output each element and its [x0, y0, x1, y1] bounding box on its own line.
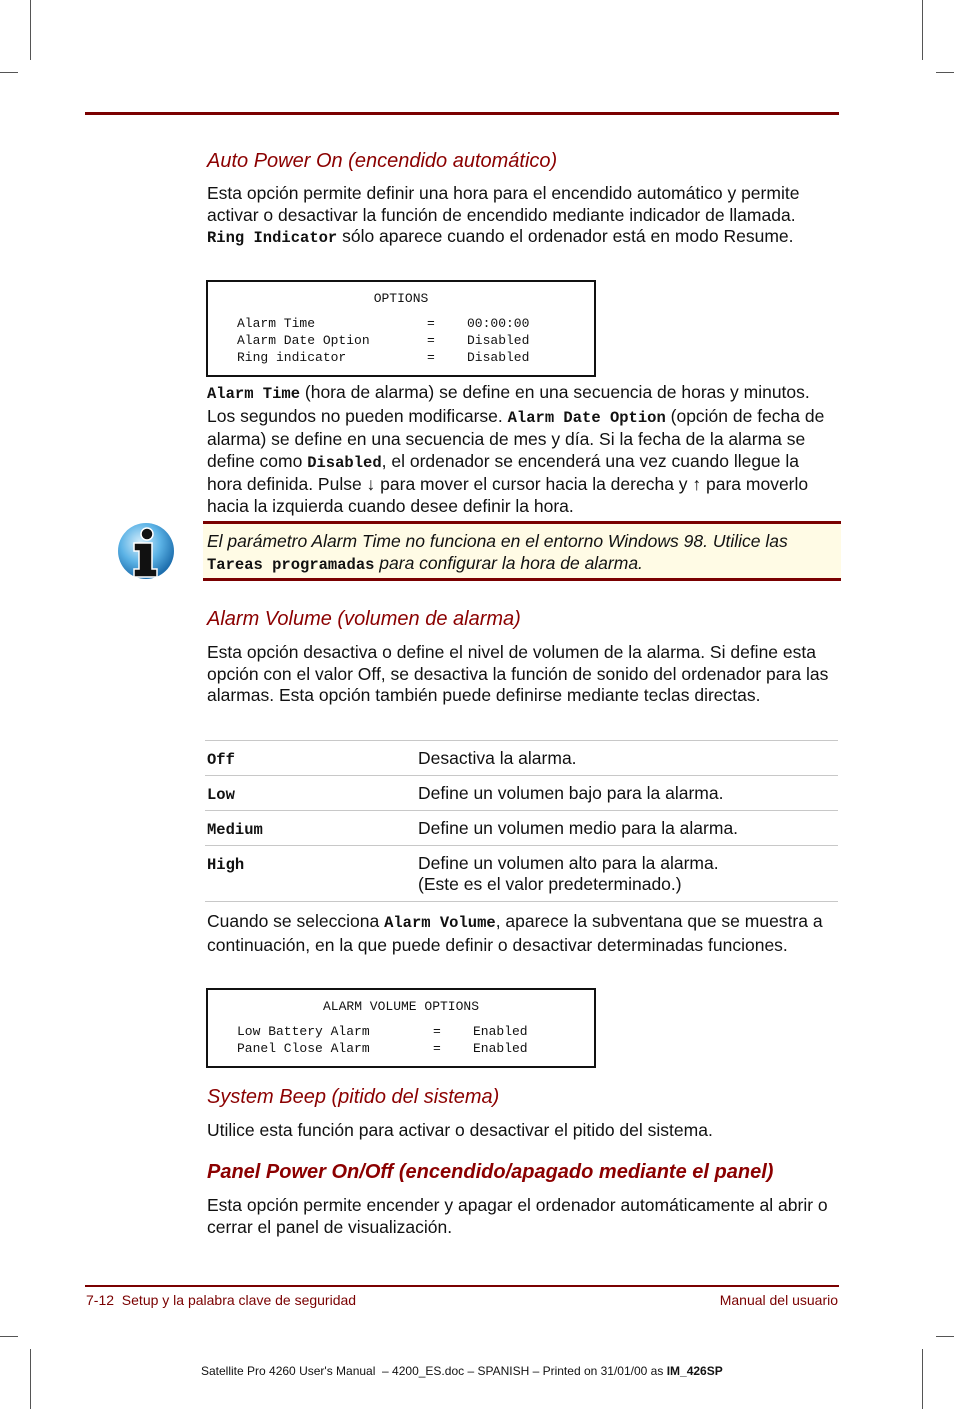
system-beep-paragraph: Utilice esta función para activar o desactivar el pitido del sistema. [207, 1120, 713, 1140]
desc-line: Define un volumen alto para la alarma. [418, 853, 719, 873]
desc-line: Desactiva la alarma. [418, 748, 577, 768]
alarm-volume-table [205, 740, 838, 902]
crop-mark [922, 1349, 923, 1409]
row-key: High [207, 856, 245, 874]
row-key: Medium [207, 821, 263, 839]
code-alarm-volume: Alarm Volume [384, 914, 496, 932]
table-row [205, 775, 838, 810]
row-value: 00:00:00 [467, 316, 530, 331]
code-alarm-date-option: Alarm Date Option [507, 408, 666, 427]
row-desc [418, 853, 719, 895]
row-key: Alarm Time [237, 316, 316, 331]
text: para configurar la hora de alarma. [374, 553, 643, 573]
section-heading-panel-power: Panel Power On/Off (encendido/apagado mediante el panel) [207, 1161, 774, 1183]
alarm-volume-options-screen [206, 988, 596, 1068]
text: , aparece la subventana que se muestra a continuación, en la que puede definir o desactivar determinadas funciones. [207, 911, 823, 955]
row-desc [418, 818, 738, 839]
alarm-time-paragraph [207, 382, 835, 517]
footer-chapter: 7-12 Setup y la palabra clave de seguridad [86, 1292, 357, 1308]
screen-title: OPTIONS [373, 291, 429, 306]
alarm-volume-subwindow-paragraph [207, 911, 835, 956]
note-box [203, 521, 841, 581]
crop-mark [0, 1336, 18, 1337]
row-eq: = [427, 350, 435, 365]
row-value: Disabled [467, 350, 530, 365]
alarm-volume-paragraph: Esta opción desactiva o define el nivel de volumen de la alarma. Si define esta opción con el valor Off, se desactiva la función de sonido del ordenador para las alarmas. Esta opción también puede definirse mediante teclas directas. [207, 642, 829, 705]
print-line [201, 1364, 723, 1378]
print-code: IM_426SP [666, 1364, 723, 1378]
section-heading-auto-power-on: Auto Power On (encendido automático) [207, 150, 558, 172]
crop-mark [30, 0, 31, 60]
row-key: Panel Close Alarm [237, 1041, 370, 1056]
text: Cuando se selecciona [207, 911, 385, 931]
section-heading-system-beep: System Beep (pitido del sistema) [207, 1086, 500, 1108]
row-key: Alarm Date Option [237, 333, 370, 348]
row-value: Enabled [473, 1041, 528, 1056]
table-row [205, 810, 838, 845]
info-icon [117, 522, 175, 580]
note-text [207, 530, 832, 576]
row-desc [418, 748, 577, 769]
row-key: Off [207, 751, 235, 769]
screen-row [208, 349, 594, 366]
crop-mark [30, 1349, 31, 1409]
table-row [205, 845, 838, 902]
auto-power-on-paragraph [207, 183, 835, 250]
header-rule [85, 112, 839, 115]
panel-power-paragraph: Esta opción permite encender y apagar el ordenador automáticamente al abrir o cerrar el panel de visualización. [207, 1195, 828, 1237]
text: (opción de fecha de alarma) se define en una secuencia de mes y día. Si la fecha de la alarma se define como [207, 405, 825, 471]
row-desc [418, 783, 723, 804]
text: sólo aparece cuando el ordenador está en modo Resume. [337, 226, 794, 246]
text: El parámetro Alarm Time no funciona en el entorno Windows 98. Utilice las [207, 531, 788, 551]
screen-row [208, 1040, 594, 1057]
crop-mark [922, 0, 923, 60]
table-row [205, 740, 838, 775]
row-key: Ring indicator [237, 350, 347, 365]
footer-rule [85, 1285, 839, 1287]
row-value: Enabled [473, 1024, 528, 1039]
desc-line: Define un volumen bajo para la alarma. [418, 783, 724, 803]
row-eq: = [433, 1024, 441, 1039]
crop-mark [936, 1336, 954, 1337]
row-key: Low Battery Alarm [237, 1024, 370, 1039]
row-key: Low [207, 786, 235, 804]
section-heading-alarm-volume: Alarm Volume (volumen de alarma) [207, 608, 521, 630]
text: Esta opción permite definir una hora para el encendido automático y permite activar o desactivar la función de encendido mediante indicador de llamada. [207, 183, 800, 225]
desc-line: Define un volumen medio para la alarma. [418, 818, 739, 838]
desc-line: (Este es el valor predeterminado.) [418, 874, 682, 894]
screen-row [208, 332, 594, 349]
options-screen [206, 280, 596, 377]
screen-row [208, 315, 594, 332]
code-alarm-time: Alarm Time [207, 385, 301, 403]
text: Satellite Pro 4260 User's Manual – 4200_ES.doc – SPANISH – Printed on 31/01/00 as [201, 1364, 667, 1378]
code-ring-indicator: Ring Indicator [207, 229, 338, 247]
row-value: Disabled [467, 333, 530, 348]
crop-mark [0, 72, 18, 73]
crop-mark [936, 72, 954, 73]
text: , el ordenador se encenderá una vez cuando llegue la hora definida. Pulse ↓ para mover el cursor hacia la derecha y ↑ para moverlo hacia la izquierda cuando desee definir la hora. [207, 450, 809, 516]
row-eq: = [427, 333, 435, 348]
row-eq: = [427, 316, 435, 331]
row-eq: = [433, 1041, 441, 1056]
screen-title: ALARM VOLUME OPTIONS [322, 999, 480, 1014]
code-disabled: Disabled [307, 453, 382, 472]
text: (hora de alarma) se define en una secuencia de horas y minutos. Los segundos no pueden modificarse. [207, 382, 810, 426]
code-tareas-programadas: Tareas programadas [207, 556, 375, 574]
screen-row [208, 1023, 594, 1040]
footer-manual-title: Manual del usuario [719, 1292, 838, 1308]
